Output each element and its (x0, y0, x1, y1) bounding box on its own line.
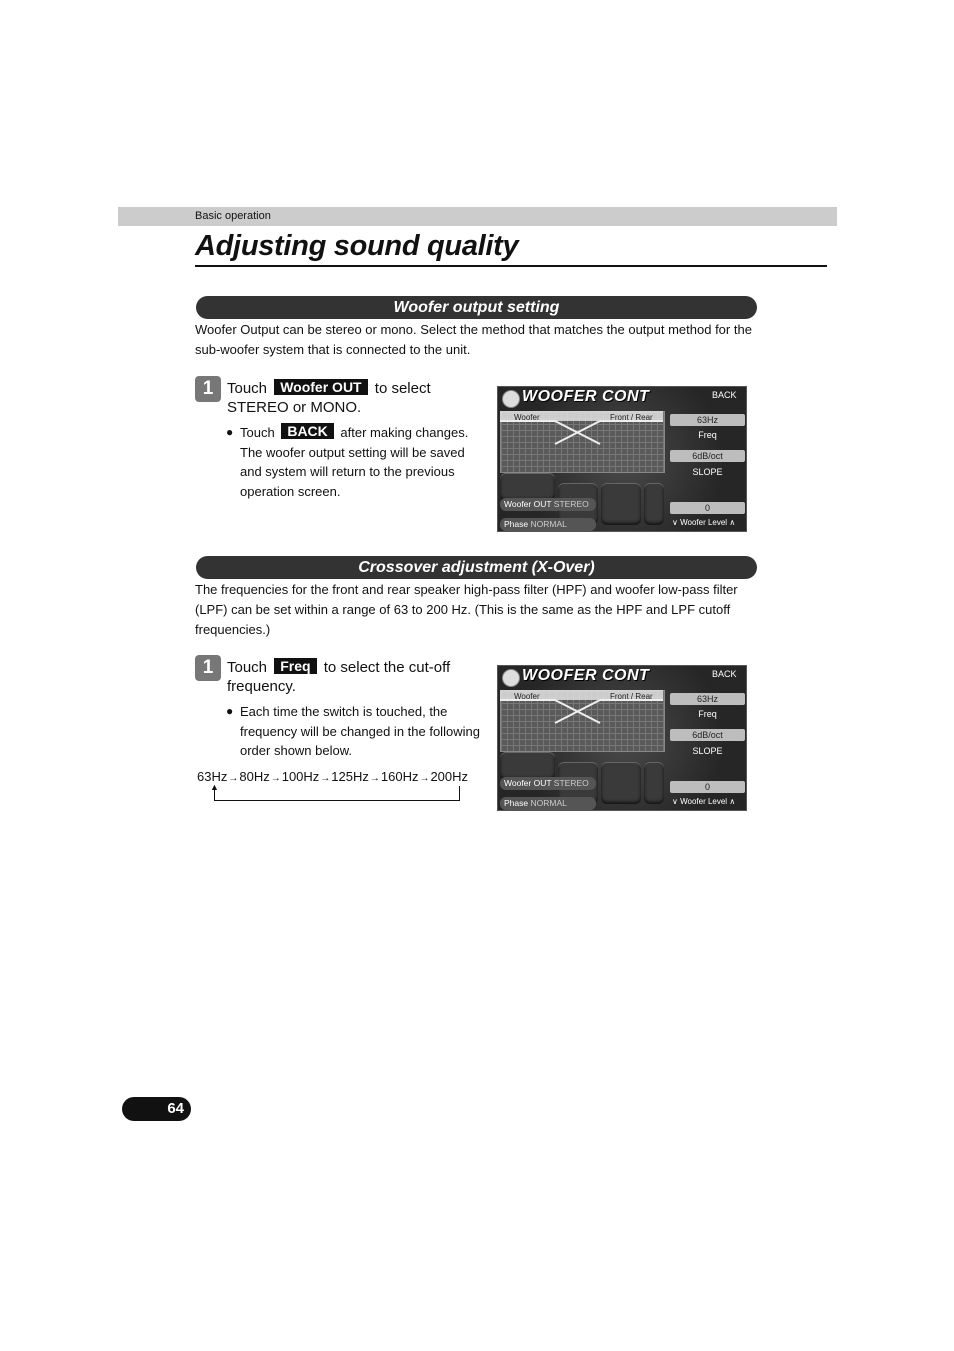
phase-button[interactable] (500, 518, 596, 531)
title-underline (195, 265, 827, 267)
bullet-pre: Touch (240, 425, 275, 440)
woofer-out-value: STEREO (553, 778, 589, 788)
chevron-down-icon[interactable]: ∨ (672, 518, 678, 527)
disc-logo-icon (502, 669, 520, 687)
woofer-out-label: Woofer OUT (504, 778, 552, 788)
arrow-up-icon: ▲ (210, 782, 219, 792)
frequency-sequence (197, 769, 468, 784)
phase-value: NORMAL (530, 798, 567, 808)
freq-100: 100Hz (281, 769, 320, 784)
back-key: BACK (281, 423, 333, 439)
chevron-down-icon[interactable]: ∨ (672, 797, 678, 806)
crossover-step-number: 1 (195, 655, 221, 681)
slope-button[interactable]: SLOPE (692, 746, 723, 756)
slope-value: 6dB/oct (670, 450, 745, 462)
back-button[interactable]: BACK (712, 390, 737, 400)
step-pre: Touch (227, 380, 268, 397)
graph-front-rear-label: Front / Rear (610, 413, 653, 422)
graph-front-rear-label: Front / Rear (610, 692, 653, 701)
crossover-intro: The frequencies for the front and rear speaker high-pass filter (HPF) and woofer low-pass filter (LPF) can be set within a range of 63 to 200 Hz. (This is the same as the HPF and LPF cutoff frequencies.) (195, 582, 738, 637)
disc-logo-icon (502, 390, 520, 408)
slope-button[interactable]: SLOPE (692, 467, 723, 477)
header-bar (118, 207, 837, 226)
arrow-right-icon: → (320, 773, 331, 784)
woofer-step-text (227, 379, 492, 417)
woofer-level-label: Woofer Level (680, 518, 728, 527)
screen-title: WOOFER CONT (522, 388, 650, 405)
freq-button[interactable]: Freq (698, 709, 717, 719)
crossover-section-heading: Crossover adjustment (X-Over) (196, 556, 757, 579)
woofer-out-key: Woofer OUT (274, 379, 367, 395)
woofer-out-button[interactable] (500, 777, 596, 790)
crossover-bullet: Each time the switch is touched, the frequency will be changed in the following order shown below. (240, 704, 480, 758)
freq-80: 80Hz (239, 769, 270, 784)
back-button[interactable]: BACK (712, 669, 737, 679)
woofer-intro: Woofer Output can be stereo or mono. Select the method that matches the output method for the sub-woofer system that is connected to the unit. (195, 322, 752, 357)
bullet-icon: ● (226, 704, 234, 718)
bullet-icon: ● (226, 425, 234, 439)
woofer-out-label: Woofer OUT (504, 499, 552, 509)
phase-label: Phase (504, 519, 529, 529)
phase-label: Phase (504, 798, 529, 808)
chevron-up-icon[interactable]: ∧ (729, 797, 736, 806)
freq-value: 63Hz (670, 693, 745, 705)
freq-125: 125Hz (331, 769, 369, 784)
freq-button[interactable]: Freq (698, 430, 717, 440)
crossover-step-text (227, 658, 492, 696)
arrow-right-icon: → (419, 773, 430, 784)
phase-value: NORMAL (530, 519, 567, 529)
woofer-level-label: Woofer Level (680, 797, 728, 806)
slope-value: 6dB/oct (670, 729, 745, 741)
woofer-section-heading: Woofer output setting (196, 296, 757, 319)
freq-200: 200Hz (430, 769, 469, 784)
loop-back-line (214, 786, 460, 801)
woofer-step-number: 1 (195, 376, 221, 402)
step-post: to select the cut-off frequency. (227, 659, 451, 695)
graph-woofer-label: Woofer (514, 413, 540, 422)
screen-title: WOOFER CONT (522, 667, 650, 684)
freq-63: 63Hz (197, 769, 228, 784)
arrow-right-icon: → (228, 773, 239, 784)
section-label: Basic operation (195, 210, 271, 222)
freq-key: Freq (274, 658, 316, 674)
woofer-cont-screen (497, 386, 747, 532)
level-value: 0 (670, 781, 745, 793)
woofer-level-control[interactable] (672, 518, 735, 527)
step-post: to select STEREO or MONO. (227, 380, 431, 416)
woofer-out-button[interactable] (500, 498, 596, 511)
arrow-right-icon: → (270, 773, 281, 784)
bullet-post: after making changes. The woofer output setting will be saved and system will return to the previous operation screen. (240, 425, 469, 499)
woofer-level-control[interactable] (672, 797, 735, 806)
freq-160: 160Hz (380, 769, 419, 784)
woofer-cont-screen (497, 665, 747, 811)
page-title: Adjusting sound quality (195, 230, 519, 262)
phase-button[interactable] (500, 797, 596, 810)
arrow-right-icon: → (369, 773, 380, 784)
chevron-up-icon[interactable]: ∧ (729, 518, 736, 527)
step-pre: Touch (227, 659, 268, 676)
woofer-out-value: STEREO (553, 499, 589, 509)
page-number: 64 (122, 1097, 191, 1121)
woofer-bullet (240, 423, 485, 501)
freq-value: 63Hz (670, 414, 745, 426)
level-value: 0 (670, 502, 745, 514)
graph-woofer-label: Woofer (514, 692, 540, 701)
